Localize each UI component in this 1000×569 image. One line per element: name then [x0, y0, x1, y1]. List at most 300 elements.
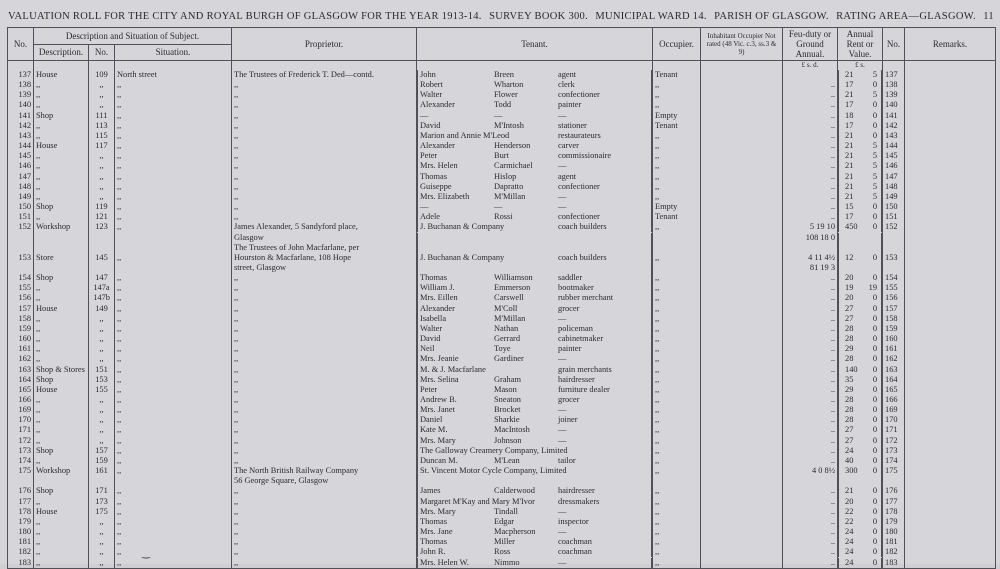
inhabitant-occupier — [701, 395, 783, 405]
inhabitant-occupier — [701, 161, 783, 171]
entry-no-right: 178 — [883, 507, 905, 517]
feu-duty — [783, 243, 838, 253]
feu-duty: .. — [783, 365, 838, 375]
rent-shillings: 0 — [872, 435, 877, 445]
proprietor: ,, — [232, 517, 417, 527]
entry-no: 146 — [8, 161, 34, 171]
proprietor: ,, — [232, 395, 417, 405]
street-number: ,, — [89, 425, 115, 435]
annual-rent — [838, 558, 882, 569]
rent-shillings: 5 — [872, 191, 877, 201]
occupier — [653, 263, 701, 273]
tenant-first-name: David — [420, 334, 441, 344]
proprietor: ,, — [232, 456, 417, 466]
occupier: ,, — [653, 537, 701, 547]
entry-no-right: 146 — [883, 161, 905, 171]
inhabitant-occupier — [701, 273, 783, 283]
entry-no: 141 — [8, 111, 34, 121]
tenant-first-name: Peter — [420, 151, 438, 161]
proprietor: The North British Railway Company — [232, 466, 417, 476]
inhabitant-occupier — [701, 558, 783, 569]
remarks — [905, 202, 996, 212]
feu-duty: .. — [783, 283, 838, 293]
feu-duty: .. — [783, 293, 838, 303]
feu-duty — [783, 70, 838, 80]
page-number: 11 — [983, 10, 994, 22]
tenant-surname: Henderson — [494, 141, 531, 151]
entry-no-right: 179 — [883, 517, 905, 527]
situation: ,, — [115, 141, 232, 151]
description: House — [34, 141, 89, 151]
description: ,, — [34, 131, 89, 141]
tenant-first-name: Isabella — [420, 313, 447, 323]
inhabitant-occupier — [701, 151, 783, 161]
feu-duty: .. — [783, 405, 838, 415]
feu-duty: .. — [783, 558, 838, 569]
tenant-occupation: hairdresser — [558, 374, 595, 384]
situation: ,, — [115, 537, 232, 547]
description: ,, — [34, 212, 89, 222]
rent-pounds: 24 — [845, 445, 854, 455]
occupier: Tenant — [653, 212, 701, 222]
table-row — [8, 456, 996, 466]
situation: ,, — [115, 202, 232, 212]
annual-rent — [838, 304, 882, 314]
remarks — [905, 558, 996, 569]
entry-no-right: 148 — [883, 182, 905, 192]
tenant-occupation: coach builders — [558, 252, 607, 262]
proprietor: ,, — [232, 141, 417, 151]
inhabitant-occupier — [701, 446, 783, 456]
situation: ,, — [115, 131, 232, 141]
occupier: ,, — [653, 385, 701, 395]
inhabitant-occupier — [701, 405, 783, 415]
street-number: 109 — [89, 70, 115, 80]
street-number — [89, 263, 115, 273]
annual-rent — [838, 486, 882, 496]
tenant — [417, 70, 652, 80]
situation: ,, — [115, 375, 232, 385]
proprietor: ,, — [232, 334, 417, 344]
entry-no-right: 155 — [883, 283, 905, 293]
tenant-first-name: Thomas — [420, 537, 447, 547]
remarks — [905, 517, 996, 527]
inhabitant-occupier — [701, 486, 783, 496]
entry-no-right: 154 — [883, 273, 905, 283]
tenant-surname: MacIntosh — [494, 425, 530, 435]
entry-no-right: 163 — [883, 365, 905, 375]
proprietor: James Alexander, 5 Sandyford place, — [232, 222, 417, 232]
tenant-first-name: Daniel — [420, 415, 443, 425]
description: ,, — [34, 344, 89, 354]
parish: PARISH OF GLASGOW. — [714, 10, 829, 22]
occupier: ,, — [653, 456, 701, 466]
description: ,, — [34, 334, 89, 344]
street-number: ,, — [89, 415, 115, 425]
street-number: ,, — [89, 90, 115, 100]
annual-rent — [838, 466, 882, 476]
occupier: Empty — [653, 111, 701, 121]
situation: ,, — [115, 273, 232, 283]
annual-rent — [838, 263, 882, 273]
description: ,, — [34, 537, 89, 547]
remarks — [905, 80, 996, 90]
occupier: ,, — [653, 375, 701, 385]
inhabitant-occupier — [701, 375, 783, 385]
proprietor: ,, — [232, 90, 417, 100]
remarks — [905, 222, 996, 232]
tenant-occupation: agent — [558, 171, 577, 181]
annual-rent — [838, 385, 882, 395]
rent-pounds: 15 — [845, 202, 854, 212]
situation: ,, — [115, 121, 232, 131]
entry-no: 144 — [8, 141, 34, 151]
entry-no-right — [883, 243, 905, 253]
annual-rent — [838, 344, 882, 354]
situation: ,, — [115, 293, 232, 303]
entry-no-right: 139 — [883, 90, 905, 100]
remarks — [905, 233, 996, 243]
municipal-ward: MUNICIPAL WARD 14. — [595, 10, 707, 22]
table-row — [8, 233, 996, 243]
proprietor: ,, — [232, 547, 417, 557]
remarks — [905, 425, 996, 435]
rent-shillings: 0 — [872, 364, 877, 374]
tenant — [417, 253, 652, 263]
remarks — [905, 466, 996, 476]
feu-duty: .. — [783, 202, 838, 212]
rent-pounds: 35 — [845, 374, 854, 384]
inhabitant-occupier — [701, 324, 783, 334]
street-number: 155 — [89, 385, 115, 395]
street-number: ,, — [89, 395, 115, 405]
description: Shop — [34, 446, 89, 456]
occupier: ,, — [653, 507, 701, 517]
inhabitant-occupier — [701, 202, 783, 212]
tenant-surname — [494, 476, 558, 486]
tenant-first-name: — — [420, 110, 429, 120]
tenant-occupation: painter — [558, 100, 582, 110]
street-number: 117 — [89, 141, 115, 151]
remarks — [905, 385, 996, 395]
occupier: ,, — [653, 304, 701, 314]
tenant — [417, 100, 652, 110]
remarks — [905, 304, 996, 314]
table-row — [8, 90, 996, 100]
rent-shillings: 0 — [872, 344, 877, 354]
rent-pounds: 24 — [845, 557, 854, 567]
tenant-occupation: coachman — [558, 547, 592, 557]
inhabitant-occupier — [701, 121, 783, 131]
entry-no: 177 — [8, 497, 34, 507]
occupier: ,, — [653, 365, 701, 375]
feu-duty: .. — [783, 304, 838, 314]
tenant — [417, 141, 652, 151]
entry-no-right: 137 — [883, 70, 905, 80]
description: ,, — [34, 527, 89, 537]
tenant-surname: M'Millan — [494, 313, 526, 323]
proprietor: Glasgow — [232, 233, 417, 243]
street-number: ,, — [89, 537, 115, 547]
rent-pounds: 28 — [845, 405, 854, 415]
street-number: ,, — [89, 324, 115, 334]
entry-no-right: 181 — [883, 537, 905, 547]
rent-pounds: 21 — [845, 191, 854, 201]
proprietor: ,, — [232, 314, 417, 324]
tenant-surname: Ross — [494, 547, 511, 557]
tenant — [417, 314, 652, 324]
rent-pounds: 19 — [845, 283, 854, 293]
entry-no: 158 — [8, 314, 34, 324]
rent-shillings: 0 — [872, 313, 877, 323]
feu-duty: .. — [783, 537, 838, 547]
tenant-surname: Tindall — [494, 506, 518, 516]
feu-duty: .. — [783, 436, 838, 446]
proprietor: ,, — [232, 161, 417, 171]
rent-shillings: 0 — [872, 405, 877, 415]
entry-no: 156 — [8, 293, 34, 303]
rent-pounds: 17 — [845, 80, 854, 90]
proprietor: ,, — [232, 100, 417, 110]
entry-no-right: 173 — [883, 446, 905, 456]
description: ,, — [34, 100, 89, 110]
proprietor: 56 George Square, Glasgow — [232, 476, 417, 486]
tenant-first-name: Mrs. Mary — [420, 506, 456, 516]
tenant-occupation: — — [558, 435, 567, 445]
col-inhabitant: Inhabitant Occupier Not rated (48 Vic. c.3, ss.3 & 9) — [701, 28, 783, 61]
situation: ,, — [115, 253, 232, 263]
tenant-surname: Miller — [494, 537, 515, 547]
description: ,, — [34, 283, 89, 293]
situation: ,, — [115, 151, 232, 161]
remarks — [905, 314, 996, 324]
feu-units: £ s. d. — [783, 61, 838, 71]
tenant-surname — [494, 233, 558, 243]
description: ,, — [34, 415, 89, 425]
tenant-occupation: — — [558, 354, 567, 364]
rent-shillings: 0 — [872, 354, 877, 364]
tenant — [417, 334, 652, 344]
proprietor: ,, — [232, 283, 417, 293]
tenant — [417, 425, 652, 435]
description: ,, — [34, 425, 89, 435]
feu-duty: 5 19 10 — [783, 222, 838, 232]
tenant-first-name: John R. — [420, 547, 446, 557]
street-number: 149 — [89, 304, 115, 314]
tenant — [417, 111, 652, 121]
description — [34, 243, 89, 253]
rent-pounds: 29 — [845, 384, 854, 394]
occupier: Tenant — [653, 70, 701, 80]
entry-no: 171 — [8, 425, 34, 435]
entry-no: 179 — [8, 517, 34, 527]
table-row — [8, 537, 996, 547]
tenant-surname: M'Coll — [494, 303, 518, 313]
annual-rent — [838, 121, 882, 131]
entry-no: 142 — [8, 121, 34, 131]
entry-no: 151 — [8, 212, 34, 222]
feu-duty: .. — [783, 527, 838, 537]
tenant-first-name: Thomas — [420, 273, 447, 283]
entry-no: 154 — [8, 273, 34, 283]
situation: ,, — [115, 395, 232, 405]
annual-rent — [838, 456, 882, 466]
occupier: ,, — [653, 182, 701, 192]
proprietor: ,, — [232, 385, 417, 395]
entry-no: 145 — [8, 151, 34, 161]
tenant — [417, 273, 652, 283]
tenant-first-name: Mrs. Helen W. — [420, 557, 469, 567]
tenant-first-name: Mrs. Elizabeth — [420, 191, 470, 201]
tenant-first-name: Peter — [420, 384, 438, 394]
inhabitant-occupier — [701, 354, 783, 364]
annual-rent — [838, 222, 882, 232]
situation: ,, — [115, 304, 232, 314]
table-row — [8, 141, 996, 151]
proprietor: ,, — [232, 415, 417, 425]
entry-no-right — [883, 233, 905, 243]
remarks — [905, 172, 996, 182]
street-number: ,, — [89, 436, 115, 446]
feu-duty: .. — [783, 354, 838, 364]
remarks — [905, 476, 996, 486]
tenant — [417, 486, 652, 496]
rent-shillings: 0 — [872, 252, 877, 262]
tenant-first-name — [420, 243, 494, 253]
table-row — [8, 405, 996, 415]
inhabitant-occupier — [701, 111, 783, 121]
table-row — [8, 425, 996, 435]
entry-no — [8, 263, 34, 273]
tenant-occupation: — — [558, 405, 567, 415]
tenant-first-name: James — [420, 486, 441, 496]
feu-duty: .. — [783, 151, 838, 161]
street-number: 151 — [89, 365, 115, 375]
tenant — [417, 375, 652, 385]
table-row — [8, 547, 996, 557]
table-row — [8, 517, 996, 527]
remarks — [905, 507, 996, 517]
tenant — [417, 537, 652, 547]
rent-shillings: 0 — [872, 506, 877, 516]
feu-duty: .. — [783, 517, 838, 527]
rent-shillings: 0 — [872, 455, 877, 465]
description: House — [34, 70, 89, 80]
entry-no-right: 143 — [883, 131, 905, 141]
description — [34, 476, 89, 486]
feu-duty: .. — [783, 486, 838, 496]
feu-duty: .. — [783, 212, 838, 222]
annual-rent — [838, 161, 882, 171]
tenant-first-name: John — [420, 70, 436, 79]
entry-no: 182 — [8, 547, 34, 557]
entry-no-right: 145 — [883, 151, 905, 161]
tenant — [417, 395, 652, 405]
tenant-first-name: Andrew B. — [420, 395, 457, 404]
table-row — [8, 334, 996, 344]
annual-rent — [838, 131, 882, 141]
entry-no: 149 — [8, 192, 34, 202]
tenant-first-name: Mrs. Eillen — [420, 293, 458, 303]
proprietor: ,, — [232, 527, 417, 537]
annual-rent — [838, 405, 882, 415]
tenant — [417, 436, 652, 446]
tenant-surname: Todd — [494, 100, 512, 110]
rent-shillings: 0 — [872, 222, 877, 232]
annual-rent — [838, 70, 882, 80]
rent-shillings: 0 — [872, 293, 877, 303]
situation: ,, — [115, 80, 232, 90]
rent-shillings: 0 — [872, 516, 877, 526]
rent-shillings: 19 — [868, 283, 877, 293]
proprietor: ,, — [232, 375, 417, 385]
occupier: ,, — [653, 131, 701, 141]
rent-pounds: 12 — [845, 252, 854, 262]
rent-shillings: 0 — [872, 486, 877, 496]
inhabitant-occupier — [701, 314, 783, 324]
tenant — [417, 558, 652, 569]
remarks — [905, 273, 996, 283]
rent-pounds: 18 — [845, 110, 854, 120]
tenant — [417, 385, 652, 395]
feu-duty: 4 11 4½ — [783, 253, 838, 263]
entry-no: 159 — [8, 324, 34, 334]
situation: ,, — [115, 558, 232, 569]
feu-duty: .. — [783, 547, 838, 557]
description: ,, — [34, 497, 89, 507]
situation: ,, — [115, 212, 232, 222]
entry-no-right: 159 — [883, 324, 905, 334]
entry-no-right: 182 — [883, 547, 905, 557]
entry-no: 143 — [8, 131, 34, 141]
entry-no-right: 171 — [883, 425, 905, 435]
proprietor: ,, — [232, 172, 417, 182]
annual-rent — [838, 354, 882, 364]
stray-mark: ‿ — [142, 548, 151, 559]
feu-duty: .. — [783, 100, 838, 110]
rent-pounds: 21 — [845, 141, 854, 151]
inhabitant-occupier — [701, 141, 783, 151]
tenant — [417, 131, 652, 141]
tenant-occupation: confectioner — [558, 212, 600, 222]
tenant-surname: M'Intosh — [494, 120, 524, 130]
col-annual-rent: Annual Rent or Value. — [838, 28, 883, 61]
rent-pounds: 21 — [845, 151, 854, 161]
remarks — [905, 161, 996, 171]
street-number: ,, — [89, 405, 115, 415]
situation: ,, — [115, 354, 232, 364]
remarks — [905, 293, 996, 303]
inhabitant-occupier — [701, 527, 783, 537]
remarks — [905, 354, 996, 364]
feu-duty: .. — [783, 131, 838, 141]
remarks — [905, 192, 996, 202]
table-row — [8, 395, 996, 405]
remarks — [905, 446, 996, 456]
table-row — [8, 212, 996, 222]
street-number: ,, — [89, 172, 115, 182]
entry-no: 155 — [8, 283, 34, 293]
entry-no — [8, 243, 34, 253]
proprietor: ,, — [232, 365, 417, 375]
description: ,, — [34, 90, 89, 100]
tenant-occupation: hairdresser — [558, 486, 595, 496]
tenant — [417, 121, 652, 131]
proprietor: ,, — [232, 507, 417, 517]
remarks — [905, 365, 996, 375]
street-number: 147a — [89, 283, 115, 293]
tenant — [417, 476, 652, 486]
